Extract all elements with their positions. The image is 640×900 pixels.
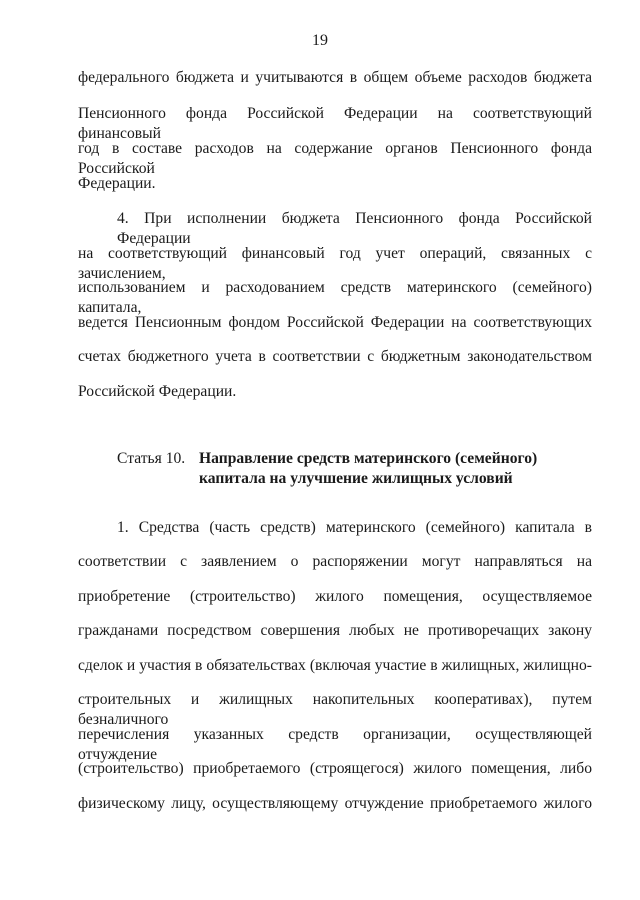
paragraph-3-line: сделок и участия в обязательствах (включая участие в жилищных, жилищно- (78, 657, 592, 674)
page-number: 19 (312, 32, 328, 49)
paragraph-3-line: физическому лицу, осуществляющему отчуждение приобретаемого жилого (78, 795, 592, 812)
article-label: Статья 10. (117, 450, 186, 467)
paragraph-1-line: год в составе расходов на содержание органов Пенсионного фонда Российской (78, 140, 592, 177)
paragraph-2-line: Российской Федерации. (78, 383, 237, 400)
paragraph-3-line: перечисления указанных средств организации, осуществляющей отчуждение (78, 726, 592, 763)
paragraph-2-line: ведется Пенсионным фондом Российской Федерации на соответствующих (78, 314, 592, 331)
paragraph-3-line: 1. Средства (часть средств) материнского (семейного) капитала в (117, 519, 592, 536)
paragraph-3-line: строительных и жилищных накопительных кооперативах), путем безналичного (78, 691, 592, 728)
paragraph-2-line: на соответствующий финансовый год учет операций, связанных с зачислением, (78, 245, 592, 282)
paragraph-1-line: Пенсионного фонда Российской Федерации на соответствующий финансовый (78, 105, 592, 142)
paragraph-3-line: соответствии с заявлением о распоряжении могут направляться на (78, 553, 592, 570)
article-title-line: капитала на улучшение жилищных условий (199, 470, 513, 487)
paragraph-2-line: 4. При исполнении бюджета Пенсионного фонда Российской Федерации (117, 210, 592, 247)
paragraph-3-line: гражданами посредством совершения любых не противоречащих закону (78, 622, 592, 639)
paragraph-1-line: федерального бюджета и учитываются в общем объеме расходов бюджета (78, 69, 592, 86)
paragraph-2-line: счетах бюджетного учета в соответствии с бюджетным законодательством (78, 348, 592, 365)
paragraph-3-line: приобретение (строительство) жилого помещения, осуществляемое (78, 588, 592, 605)
paragraph-3-line: (строительство) приобретаемого (строящегося) жилого помещения, либо (78, 760, 592, 777)
paragraph-1-line: Федерации. (78, 175, 156, 192)
article-title-line: Направление средств материнского (семейного) (199, 450, 538, 467)
paragraph-2-line: использованием и расходованием средств материнского (семейного) капитала, (78, 279, 592, 316)
